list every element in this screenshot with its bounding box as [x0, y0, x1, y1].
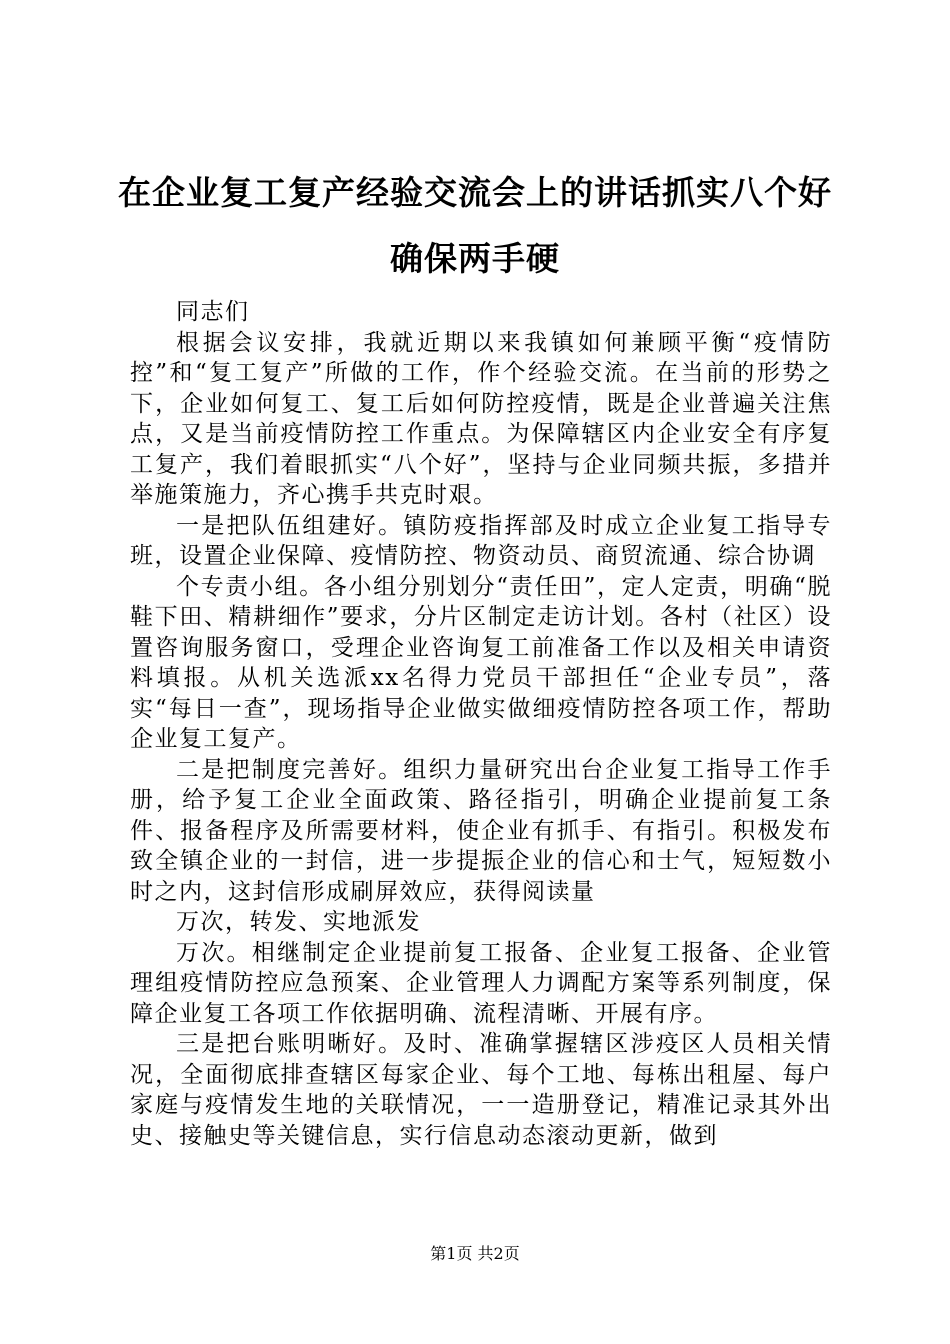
paragraph-intro: 根据会议安排，我就近期以来我镇如何兼顾平衡“疫情防控”和“复工复产”所做的工作，作个经验交流。在当前的形势之下，企业如何复工、复工后如何防控疫情，既是企业普遍关注焦点，又是当前疫情防控工作重点。为保障辖区内企业安全有序复工复产，我们着眼抓实“八个好”，坚持与企业同频共振，多措并举施策施力，齐心携手共克时艰。 — [130, 329, 832, 508]
paragraph-point-three: 三是把台账明晰好。及时、准确掌握辖区涉疫区人员相关情况，全面彻底排查辖区每家企业、每个工地、每栋出租屋、每户家庭与疫情发生地的关联情况，一一造册登记，精准记录其外出史、接触史等关键信息，实行信息动态滚动更新，做到 — [130, 1031, 832, 1149]
document-body — [130, 297, 832, 1151]
paragraph-point-two: 二是把制度完善好。组织力量研究出台企业复工指导工作手册，给予复工企业全面政策、路径指引，明确企业提前复工条件、报备程序及所需要材料，使企业有抓手、有指引。积极发布致全镇企业的一封信，进一步提振企业的信心和士气，短短数小时之内，这封信形成刷屏效应，获得阅读量 — [130, 756, 832, 905]
page-footer: 第1页 共2页 — [430, 1244, 520, 1263]
salutation: 同志们 — [176, 299, 250, 325]
paragraph-point-two-continued: 万次。相继制定企业提前复工报备、企业复工报备、企业管理组疫情防控应急预案、企业管理人力调配方案等系列制度，保障企业复工各项工作依据明确、流程清晰、开展有序。 — [130, 939, 832, 1027]
paragraph-point-one-continued: 个专责小组。各小组分别划分“责任田”，定人定责，明确“脱鞋下田、精耕细作”要求，分片区制定走访计划。各村（社区）设置咨询服务窗口，受理企业咨询复工前准备工作以及相关申请资料填报。从机关选派xx名得力党员干部担任“企业专员”，落实“每日一查”，现场指导企业做实做细疫情防控各项工作，帮助企业复工复产。 — [130, 573, 832, 752]
document-title: 在企业复工复产经验交流会上的讲话抓实八个好确保两手硬 — [118, 173, 832, 278]
paragraph-fragment: 万次，转发、实地派发 — [176, 909, 421, 935]
paragraph-point-one: 一是把队伍组建好。镇防疫指挥部及时成立企业复工指导专班，设置企业保障、疫情防控、物资动员、商贸流通、综合协调 — [130, 512, 832, 569]
